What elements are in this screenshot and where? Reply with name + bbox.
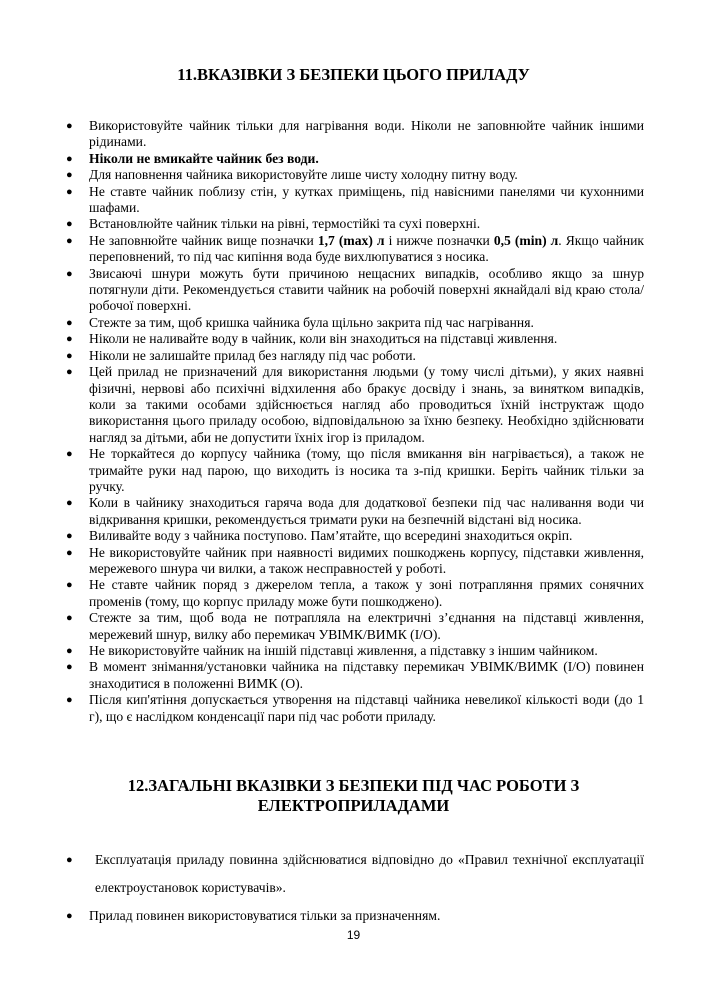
bold-text: 0,5 (min) л bbox=[493, 232, 559, 248]
text-segment: Ніколи не вмикайте чайник без води. bbox=[89, 150, 319, 166]
text-segment: Стежте за тим, щоб кришка чайника була щільно закрита під час нагрівання. bbox=[89, 314, 534, 330]
text-segment: Не використовуйте чайник на іншій підставці живлення, а підставку з іншим чайником. bbox=[89, 643, 598, 658]
text-segment: Коли в чайнику знаходиться гаряча вода для додаткової безпеки під час наливання води чи відкривання кришки, рекомендується тримати руки на безпечній відстані від носика. bbox=[89, 495, 644, 527]
list-item-text bbox=[89, 364, 644, 445]
bullet-icon: ● bbox=[66, 854, 73, 866]
list-item bbox=[0, 495, 707, 528]
list-item bbox=[0, 643, 707, 659]
list-item bbox=[0, 233, 707, 266]
list-item bbox=[0, 528, 707, 544]
text-segment: Використовуйте чайник тільки для нагрівання води. Ніколи не заповнюйте чайник іншими рідинами. bbox=[89, 118, 644, 150]
bullet-icon: ● bbox=[66, 349, 73, 362]
list-item-text bbox=[89, 331, 557, 346]
bullet-icon: ● bbox=[66, 185, 73, 198]
text-segment: . Якщо чайник переповнений, то під час кипіння вода буде вихлюпуватися з носика. bbox=[89, 232, 644, 265]
text-segment: Експлуатація приладу повинна здійснюватися відповідно до «Правил технічної експлуатації електроустановок користувачів». bbox=[95, 852, 644, 895]
list-item-text bbox=[89, 446, 644, 494]
text-segment: Для наповнення чайника використовуйте лише чисту холодну питну воду. bbox=[89, 167, 518, 183]
text-segment: і нижче позначки bbox=[384, 232, 494, 248]
list-item-text bbox=[89, 610, 644, 641]
list-item bbox=[0, 167, 707, 183]
bold-text: 1,7 (max) л bbox=[317, 232, 385, 248]
text-segment: Цей прилад не призначений для використання людьми (у тому числі дітьми), у яких наявні фізичні, нервові або психічні відхилення або бракує досвіду і знань, за винятком випадків, коли за такими особами здійснюється нагляд або проводиться їхній інструктаж щодо використання цього приладу особою, відповідальною за їхню безпеку. Необхідно здійснювати нагляд за дітьми, аби не допустити їхніх ігор із приладом. bbox=[89, 364, 644, 445]
list-item-text bbox=[89, 495, 644, 526]
text-segment: Ніколи не наливайте воду в чайник, коли він знаходиться на підставці живлення. bbox=[89, 331, 558, 347]
list-item-text bbox=[89, 692, 644, 723]
bullet-icon: ● bbox=[66, 366, 73, 379]
bullet-icon: ● bbox=[66, 152, 73, 165]
list-item bbox=[0, 364, 707, 446]
list-item bbox=[0, 446, 707, 495]
text-segment: Звисаючі шнури можуть бути причиною нещасних випадків, особливо якщо за шнур потягнули діти. Рекомендується ставити чайник на робочій поверхні якнайдалі від краю стола/робочої поверхні. bbox=[89, 265, 644, 314]
bullet-icon: ● bbox=[66, 448, 73, 461]
bullet-icon: ● bbox=[66, 234, 73, 247]
list-item bbox=[0, 610, 707, 643]
list-item bbox=[0, 577, 707, 610]
list-item bbox=[0, 692, 707, 725]
list-item bbox=[0, 545, 707, 578]
list-item-text bbox=[89, 659, 644, 690]
bullet-icon: ● bbox=[66, 694, 73, 707]
list-item-text bbox=[89, 266, 644, 314]
section-11-list bbox=[0, 118, 707, 725]
bullet-icon: ● bbox=[66, 661, 73, 674]
list-item bbox=[0, 266, 707, 315]
bullet-icon: ● bbox=[66, 612, 73, 625]
list-item-text bbox=[89, 545, 644, 576]
bullet-icon: ● bbox=[66, 497, 73, 510]
text-segment: Не використовуйте чайник при наявності видимих пошкоджень корпусу, підставки живлення, мережевого шнура чи вилки, а також несправностей у роботі. bbox=[89, 544, 644, 576]
list-item-text bbox=[89, 167, 518, 182]
bullet-icon: ● bbox=[66, 645, 73, 657]
list-item-text bbox=[89, 216, 480, 231]
text-segment: Після кип'ятіння допускається утворення на підставці чайника невеликої кількості води (до 1 г), що є наслідком конденсації пари під час роботи приладу. bbox=[89, 692, 644, 724]
text-segment: Не торкайтеся до корпусу чайника (тому, що після вмикання він нагрівається), а також не тримайте руки над парою, що виходить із носика та з-під кришки. Беріть чайник тільки за ручку. bbox=[89, 446, 644, 494]
page-number: 19 bbox=[346, 928, 361, 942]
text-segment: Встановлюйте чайник тільки на рівні, термостійкі та сухі поверхні. bbox=[89, 216, 481, 232]
list-item-text bbox=[95, 852, 644, 895]
section-11-heading: 11.ВКАЗІВКИ З БЕЗПЕКИ ЦЬОГО ПРИЛАДУ bbox=[177, 65, 530, 84]
list-item-text bbox=[89, 233, 644, 264]
bullet-icon: ● bbox=[66, 579, 73, 592]
bullet-icon: ● bbox=[66, 333, 73, 346]
bullet-icon: ● bbox=[66, 169, 73, 182]
list-item-text bbox=[89, 643, 598, 658]
bullet-icon: ● bbox=[66, 267, 73, 280]
list-item bbox=[0, 315, 707, 331]
list-item bbox=[0, 151, 707, 167]
text-segment: Стежте за тим, щоб вода не потрапляла на електричні з’єднання на підставці живлення, мережевий шнур, вилку або перемикач УВІМК/ВИМК (I/O). bbox=[89, 610, 644, 642]
list-item-text bbox=[89, 348, 416, 363]
bullet-icon: ● bbox=[66, 546, 73, 559]
section-12-heading: 12.ЗАГАЛЬНІ ВКАЗІВКИ З БЕЗПЕКИ ПІД ЧАС РОБОТИ З ЕЛЕКТРОПРИЛАДАМИ bbox=[127, 776, 580, 815]
list-item-text bbox=[89, 151, 319, 166]
text-segment: Не ставте чайник поряд з джерелом тепла, а також у зоні потрапляння прямих сонячних променів (тому, що корпус приладу може бути пошкоджено). bbox=[89, 577, 644, 609]
text-segment: Не ставте чайник поблизу стін, у кутках приміщень, під навісними панелями чи кухонними шафами. bbox=[89, 183, 644, 216]
text-segment: Не заповнюйте чайник вище позначки bbox=[89, 232, 318, 248]
list-item bbox=[0, 902, 707, 930]
list-item bbox=[0, 118, 707, 151]
list-item-text bbox=[89, 528, 572, 543]
list-item-text bbox=[89, 577, 644, 608]
list-item bbox=[0, 216, 707, 232]
text-segment: В момент знімання/установки чайника на підставку перемикач УВІМК/ВИМК (I/O) повинен знаходитися в положенні ВИМК (O). bbox=[89, 659, 644, 691]
bullet-icon: ● bbox=[66, 316, 73, 329]
list-item-text bbox=[89, 184, 644, 215]
bullet-icon: ● bbox=[66, 530, 73, 543]
list-item bbox=[0, 348, 707, 364]
list-item-text bbox=[89, 315, 534, 330]
list-item-text bbox=[89, 908, 440, 923]
text-segment: Прилад повинен використовуватися тільки за призначенням. bbox=[89, 908, 441, 923]
list-item-text bbox=[89, 118, 644, 149]
list-item bbox=[0, 184, 707, 217]
bullet-icon: ● bbox=[66, 910, 73, 922]
text-segment: Виливайте воду з чайника поступово. Пам’ятайте, що всередині знаходиться окріп. bbox=[89, 528, 573, 544]
list-item bbox=[0, 659, 707, 692]
bullet-icon: ● bbox=[66, 218, 73, 231]
bullet-icon: ● bbox=[66, 120, 73, 132]
list-item bbox=[0, 846, 707, 902]
list-item bbox=[0, 331, 707, 347]
section-12-list bbox=[0, 846, 707, 930]
text-segment: Ніколи не залишайте прилад без нагляду під час роботи. bbox=[89, 347, 416, 363]
